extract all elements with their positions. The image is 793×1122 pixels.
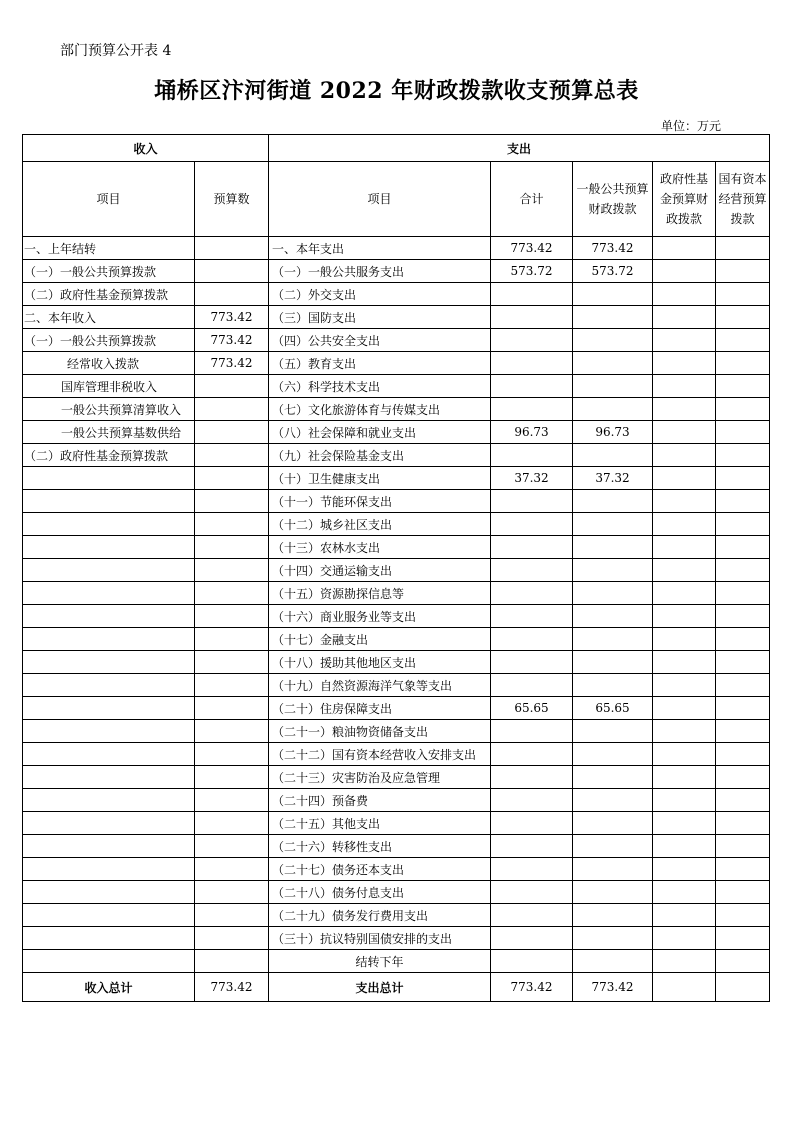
income-item-cell: （一）一般公共预算拨款 [23, 329, 195, 352]
expense-soe-cell [716, 375, 770, 398]
income-value-cell [195, 237, 269, 260]
table-body [23, 237, 770, 973]
expense-total-cell: 65.65 [491, 697, 573, 720]
income-value-cell [195, 858, 269, 881]
income-value-cell [195, 881, 269, 904]
expense-fund-cell [653, 720, 716, 743]
income-value-cell [195, 513, 269, 536]
section-header-row [23, 135, 770, 162]
table-row [23, 306, 770, 329]
expense-soe-cell [716, 835, 770, 858]
expense-general-cell [573, 490, 653, 513]
expense-fund-cell [653, 582, 716, 605]
expense-soe-cell [716, 904, 770, 927]
income-value-cell [195, 697, 269, 720]
expense-fund-cell [653, 927, 716, 950]
income-value-cell [195, 444, 269, 467]
income-value-cell [195, 927, 269, 950]
expense-soe-cell [716, 490, 770, 513]
general-budget-header: 一般公共预算财政拨款 [573, 162, 653, 237]
income-value-cell: 773.42 [195, 306, 269, 329]
expense-general-cell [573, 858, 653, 881]
expense-item-cell: （二十三）灾害防治及应急管理 [269, 766, 491, 789]
income-value-cell [195, 720, 269, 743]
expense-general-cell [573, 444, 653, 467]
income-item-cell: 一、上年结转 [23, 237, 195, 260]
expense-fund-cell [653, 283, 716, 306]
expense-general-cell [573, 766, 653, 789]
expense-item-cell: （二十）住房保障支出 [269, 697, 491, 720]
expense-fund-cell [653, 421, 716, 444]
income-item-cell [23, 490, 195, 513]
income-item-cell [23, 467, 195, 490]
income-item-cell [23, 513, 195, 536]
expense-total-cell [491, 628, 573, 651]
income-budget-header: 预算数 [195, 162, 269, 237]
expense-total-cell [491, 398, 573, 421]
expense-total-cell [491, 904, 573, 927]
income-item-cell [23, 559, 195, 582]
expense-item-cell: （十八）援助其他地区支出 [269, 651, 491, 674]
expense-soe-cell [716, 674, 770, 697]
expense-item-cell: （十六）商业服务业等支出 [269, 605, 491, 628]
income-item-cell: 国库管理非税收入 [23, 375, 195, 398]
expense-general-cell: 573.72 [573, 260, 653, 283]
expense-soe-cell [716, 306, 770, 329]
expense-general-cell [573, 306, 653, 329]
expense-total-cell [491, 835, 573, 858]
income-total-value: 773.42 [195, 973, 269, 1002]
expense-general-cell [573, 950, 653, 973]
expense-soe-cell [716, 536, 770, 559]
expense-item-cell: （二十八）债务付息支出 [269, 881, 491, 904]
expense-general-cell [573, 789, 653, 812]
expense-fund-cell [653, 651, 716, 674]
income-item-cell [23, 674, 195, 697]
income-value-cell [195, 421, 269, 444]
expense-general-cell [573, 329, 653, 352]
income-item-cell: （二）政府性基金预算拨款 [23, 444, 195, 467]
income-value-cell: 773.42 [195, 329, 269, 352]
expense-general-cell [573, 283, 653, 306]
income-item-cell [23, 904, 195, 927]
income-value-cell [195, 283, 269, 306]
table-row [23, 375, 770, 398]
expense-section-header: 支出 [269, 135, 770, 162]
expense-soe-cell [716, 398, 770, 421]
expense-soe-cell [716, 697, 770, 720]
expense-item-cell: （十九）自然资源海洋气象等支出 [269, 674, 491, 697]
expense-soe-cell [716, 858, 770, 881]
expense-general-cell [573, 904, 653, 927]
income-value-cell [195, 467, 269, 490]
expense-item-cell: （四）公共安全支出 [269, 329, 491, 352]
table-row [23, 237, 770, 260]
expense-soe-cell [716, 421, 770, 444]
expense-item-cell: （十一）节能环保支出 [269, 490, 491, 513]
table-row [23, 490, 770, 513]
expense-soe-cell [716, 812, 770, 835]
totals-row [23, 973, 770, 1002]
table-row [23, 513, 770, 536]
expense-item-cell: （二十六）转移性支出 [269, 835, 491, 858]
income-value-cell [195, 812, 269, 835]
expense-total-cell: 573.72 [491, 260, 573, 283]
table-row [23, 743, 770, 766]
expense-fund-cell [653, 467, 716, 490]
expense-total-cell [491, 743, 573, 766]
expense-total-cell [491, 283, 573, 306]
expense-total-general: 773.42 [573, 973, 653, 1002]
table-row [23, 881, 770, 904]
expense-soe-cell [716, 605, 770, 628]
expense-total-cell [491, 766, 573, 789]
expense-item-cell: （二十五）其他支出 [269, 812, 491, 835]
expense-total-cell [491, 927, 573, 950]
table-row [23, 398, 770, 421]
income-item-cell [23, 858, 195, 881]
income-item-cell: 一般公共预算基数供给 [23, 421, 195, 444]
table-row [23, 536, 770, 559]
expense-general-cell [573, 927, 653, 950]
expense-soe-cell [716, 444, 770, 467]
expense-item-header: 项目 [269, 162, 491, 237]
expense-soe-cell [716, 582, 770, 605]
table-row [23, 835, 770, 858]
expense-item-cell: （六）科学技术支出 [269, 375, 491, 398]
table-row [23, 697, 770, 720]
expense-general-cell [573, 582, 653, 605]
expense-item-cell: （七）文化旅游体育与传媒支出 [269, 398, 491, 421]
table-row [23, 582, 770, 605]
expense-soe-cell [716, 628, 770, 651]
expense-general-cell [573, 352, 653, 375]
expense-total-cell [491, 605, 573, 628]
expense-fund-cell [653, 674, 716, 697]
income-item-cell [23, 697, 195, 720]
table-row [23, 329, 770, 352]
income-value-cell [195, 490, 269, 513]
expense-total-cell [491, 858, 573, 881]
total-header: 合计 [491, 162, 573, 237]
expense-fund-cell [653, 490, 716, 513]
income-item-cell [23, 950, 195, 973]
expense-fund-cell [653, 237, 716, 260]
expense-item-cell: （十二）城乡社区支出 [269, 513, 491, 536]
expense-general-cell: 65.65 [573, 697, 653, 720]
expense-soe-cell [716, 237, 770, 260]
income-item-cell [23, 720, 195, 743]
income-value-cell [195, 398, 269, 421]
expense-general-cell: 96.73 [573, 421, 653, 444]
expense-general-cell [573, 536, 653, 559]
expense-soe-cell [716, 950, 770, 973]
income-item-cell [23, 927, 195, 950]
table-row [23, 651, 770, 674]
expense-fund-cell [653, 352, 716, 375]
income-item-cell [23, 536, 195, 559]
table-row [23, 444, 770, 467]
income-value-cell [195, 559, 269, 582]
expense-general-cell [573, 881, 653, 904]
expense-fund-cell [653, 536, 716, 559]
expense-total-cell [491, 352, 573, 375]
table-row [23, 927, 770, 950]
expense-item-cell: （十七）金融支出 [269, 628, 491, 651]
expense-soe-cell [716, 352, 770, 375]
expense-general-cell: 37.32 [573, 467, 653, 490]
budget-table [22, 134, 770, 1002]
income-value-cell [195, 651, 269, 674]
expense-item-cell: （八）社会保障和就业支出 [269, 421, 491, 444]
expense-general-cell [573, 720, 653, 743]
expense-soe-cell [716, 467, 770, 490]
expense-total-cell [491, 444, 573, 467]
expense-soe-cell [716, 789, 770, 812]
income-value-cell [195, 766, 269, 789]
expense-total-soe [716, 973, 770, 1002]
expense-item-cell: （一）一般公共服务支出 [269, 260, 491, 283]
table-row [23, 766, 770, 789]
income-item-cell: 一般公共预算清算收入 [23, 398, 195, 421]
table-row [23, 950, 770, 973]
expense-total-cell [491, 490, 573, 513]
expense-general-cell [573, 812, 653, 835]
table-row [23, 904, 770, 927]
expense-soe-cell [716, 927, 770, 950]
expense-general-cell [573, 835, 653, 858]
expense-general-cell [573, 375, 653, 398]
income-item-cell: 经常收入拨款 [23, 352, 195, 375]
expense-fund-cell [653, 835, 716, 858]
table-row [23, 559, 770, 582]
expense-soe-cell [716, 283, 770, 306]
income-item-cell: （二）政府性基金预算拨款 [23, 283, 195, 306]
expense-general-cell [573, 628, 653, 651]
expense-item-cell: （九）社会保险基金支出 [269, 444, 491, 467]
table-row [23, 283, 770, 306]
income-value-cell [195, 743, 269, 766]
expense-total-value: 773.42 [491, 973, 573, 1002]
income-item-cell [23, 881, 195, 904]
income-item-cell [23, 651, 195, 674]
expense-total-cell [491, 582, 573, 605]
expense-item-cell: （二十二）国有资本经营收入安排支出 [269, 743, 491, 766]
expense-total-cell [491, 720, 573, 743]
table-row [23, 720, 770, 743]
expense-total-cell: 773.42 [491, 237, 573, 260]
income-value-cell [195, 835, 269, 858]
expense-general-cell [573, 651, 653, 674]
expense-item-cell: （二十一）粮油物资储备支出 [269, 720, 491, 743]
expense-fund-cell [653, 628, 716, 651]
expense-fund-cell [653, 858, 716, 881]
document-label: 部门预算公开表 4 [60, 43, 172, 59]
expense-fund-cell [653, 812, 716, 835]
income-item-cell: （一）一般公共预算拨款 [23, 260, 195, 283]
expense-total-cell [491, 789, 573, 812]
expense-general-cell [573, 398, 653, 421]
expense-item-cell: （十四）交通运输支出 [269, 559, 491, 582]
expense-item-cell: 结转下年 [269, 950, 491, 973]
expense-total-label: 支出总计 [269, 973, 491, 1002]
expense-soe-cell [716, 881, 770, 904]
expense-fund-cell [653, 789, 716, 812]
income-item-header: 项目 [23, 162, 195, 237]
income-value-cell [195, 260, 269, 283]
income-item-cell [23, 743, 195, 766]
expense-fund-cell [653, 260, 716, 283]
expense-fund-cell [653, 398, 716, 421]
table-row [23, 812, 770, 835]
income-value-cell [195, 582, 269, 605]
table-row [23, 421, 770, 444]
expense-general-cell: 773.42 [573, 237, 653, 260]
expense-total-cell [491, 651, 573, 674]
income-item-cell [23, 835, 195, 858]
expense-soe-cell [716, 329, 770, 352]
table-row [23, 674, 770, 697]
income-value-cell [195, 904, 269, 927]
income-value-cell [195, 536, 269, 559]
expense-item-cell: （二十七）债务还本支出 [269, 858, 491, 881]
expense-item-cell: （十）卫生健康支出 [269, 467, 491, 490]
expense-fund-cell [653, 306, 716, 329]
expense-general-cell [573, 605, 653, 628]
income-section-header: 收入 [23, 135, 269, 162]
table-row [23, 858, 770, 881]
income-value-cell: 773.42 [195, 352, 269, 375]
expense-total-cell [491, 674, 573, 697]
income-item-cell [23, 812, 195, 835]
expense-item-cell: （二十四）预备费 [269, 789, 491, 812]
expense-soe-cell [716, 513, 770, 536]
expense-fund-cell [653, 329, 716, 352]
expense-general-cell [573, 743, 653, 766]
expense-soe-cell [716, 559, 770, 582]
expense-item-cell: （二）外交支出 [269, 283, 491, 306]
expense-total-cell [491, 812, 573, 835]
expense-fund-cell [653, 950, 716, 973]
income-total-label: 收入总计 [23, 973, 195, 1002]
expense-fund-cell [653, 904, 716, 927]
expense-soe-cell [716, 651, 770, 674]
expense-fund-cell [653, 743, 716, 766]
column-header-row [23, 162, 770, 237]
income-item-cell [23, 789, 195, 812]
expense-total-cell [491, 306, 573, 329]
income-item-cell [23, 582, 195, 605]
expense-item-cell: （二十九）债务发行费用支出 [269, 904, 491, 927]
income-value-cell [195, 674, 269, 697]
income-value-cell [195, 605, 269, 628]
income-item-cell: 二、本年收入 [23, 306, 195, 329]
expense-soe-cell [716, 260, 770, 283]
expense-total-cell [491, 950, 573, 973]
expense-item-cell: （三）国防支出 [269, 306, 491, 329]
expense-general-cell [573, 674, 653, 697]
table-row [23, 352, 770, 375]
income-value-cell [195, 628, 269, 651]
expense-soe-cell [716, 743, 770, 766]
expense-general-cell [573, 513, 653, 536]
income-item-cell [23, 628, 195, 651]
table-row [23, 467, 770, 490]
expense-fund-cell [653, 766, 716, 789]
expense-item-cell: （十五）资源勘探信息等 [269, 582, 491, 605]
income-value-cell [195, 789, 269, 812]
page-title: 埇桥区汴河街道 2022 年财政拨款收支预算总表 [154, 78, 639, 104]
soe-budget-header: 国有资本经营预算拨款 [716, 162, 770, 237]
expense-fund-cell [653, 559, 716, 582]
expense-soe-cell [716, 720, 770, 743]
expense-total-cell [491, 536, 573, 559]
income-item-cell [23, 605, 195, 628]
income-value-cell [195, 950, 269, 973]
fund-budget-header: 政府性基金预算财政拨款 [653, 162, 716, 237]
expense-general-cell [573, 559, 653, 582]
expense-total-fund [653, 973, 716, 1002]
expense-total-cell: 37.32 [491, 467, 573, 490]
expense-item-cell: （三十）抗议特别国债安排的支出 [269, 927, 491, 950]
expense-total-cell [491, 881, 573, 904]
expense-item-cell: 一、本年支出 [269, 237, 491, 260]
expense-fund-cell [653, 605, 716, 628]
table-row [23, 628, 770, 651]
expense-total-cell [491, 375, 573, 398]
expense-fund-cell [653, 697, 716, 720]
expense-item-cell: （五）教育支出 [269, 352, 491, 375]
expense-fund-cell [653, 513, 716, 536]
table-row [23, 260, 770, 283]
income-value-cell [195, 375, 269, 398]
expense-total-cell: 96.73 [491, 421, 573, 444]
expense-total-cell [491, 559, 573, 582]
unit-label: 单位：万元 [660, 119, 721, 133]
expense-fund-cell [653, 444, 716, 467]
expense-soe-cell [716, 766, 770, 789]
income-item-cell [23, 766, 195, 789]
table-row [23, 789, 770, 812]
expense-fund-cell [653, 375, 716, 398]
expense-total-cell [491, 513, 573, 536]
expense-fund-cell [653, 881, 716, 904]
table-row [23, 605, 770, 628]
expense-total-cell [491, 329, 573, 352]
expense-item-cell: （十三）农林水支出 [269, 536, 491, 559]
